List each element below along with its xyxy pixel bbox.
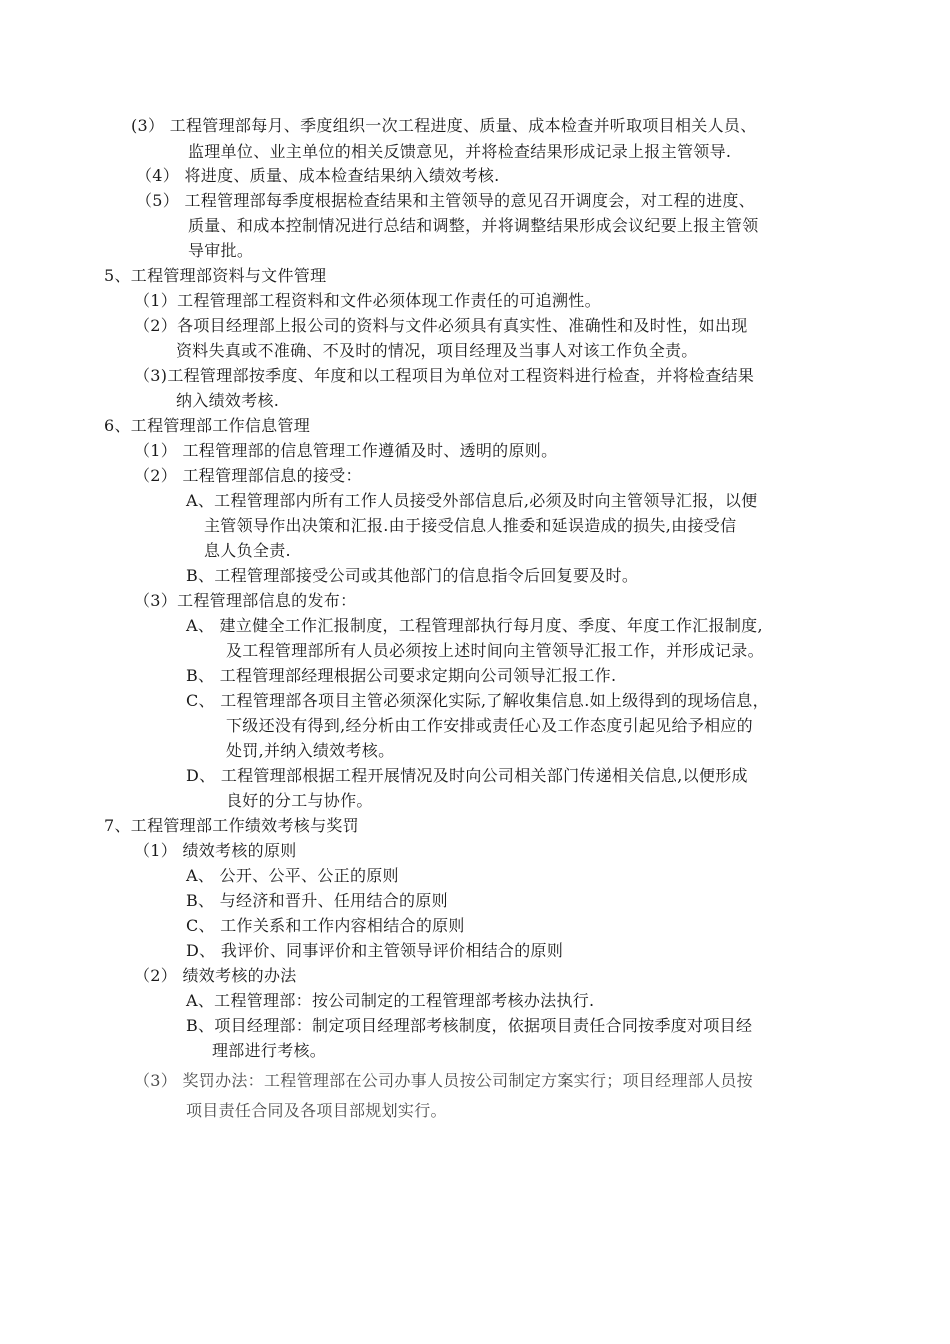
text-line: （2）各项目经理部上报公司的资料与文件必须具有真实性、准确性和及时性，如出现 <box>134 316 748 335</box>
text-line: （5） 工程管理部每季度根据检查结果和主管领导的意见召开调度会，对工程的进度、 <box>136 191 755 210</box>
text-line: 处罚,并纳入绩效考核。 <box>226 741 395 760</box>
text-line: 质量、和成本控制情况进行总结和调整，并将调整结果形成会议纪要上报主管领 <box>188 216 759 235</box>
text-line: （1） 工程管理部的信息管理工作遵循及时、透明的原则。 <box>134 441 558 460</box>
text-line: （1） 绩效考核的原则 <box>134 841 297 860</box>
text-line: （1）工程管理部工程资料和文件必须体现工作责任的可追溯性。 <box>134 291 601 310</box>
text-line: 及工程管理部所有人员必须按上述时间向主管领导汇报工作，并形成记录。 <box>226 641 764 660</box>
text-line: C、 工作关系和工作内容相结合的原则 <box>186 916 465 935</box>
text-line: 纳入绩效考核. <box>176 391 280 410</box>
text-line: D、 工程管理部根据工程开展情况及时向公司相关部门传递相关信息,以便形成 <box>186 766 748 785</box>
text-line: A、 公开、公平、公正的原则 <box>186 866 399 885</box>
text-line: 监理单位、业主单位的相关反馈意见，并将检查结果形成记录上报主管领导. <box>188 142 732 161</box>
text-line: 良好的分工与协作。 <box>226 791 373 810</box>
text-line: （2） 工程管理部信息的接受： <box>134 466 362 485</box>
text-line: （3） 奖罚办法：工程管理部在公司办事人员按公司制定方案实行；项目经理部人员按 <box>134 1071 753 1090</box>
text-line: B、项目经理部：制定项目经理部考核制度，依据项目责任合同按季度对项目经 <box>186 1016 753 1035</box>
text-line: 理部进行考核。 <box>212 1041 327 1060</box>
text-line: A、工程管理部：按公司制定的工程管理部考核办法执行. <box>186 991 595 1010</box>
text-line: D、 我评价、同事评价和主管领导评价相结合的原则 <box>186 941 564 960</box>
text-line: (3） 工程管理部每月、季度组织一次工程进度、质量、成本检查并听取项目相关人员、 <box>131 116 757 135</box>
text-line: （3）工程管理部信息的发布： <box>134 591 357 610</box>
text-line: 导审批。 <box>188 241 254 260</box>
text-line: 息人负全责. <box>204 541 291 560</box>
text-line: 主管领导作出决策和汇报.由于接受信息人推委和延误造成的损失,由接受信 <box>204 516 737 535</box>
section-heading: 7、工程管理部工作绩效考核与奖罚 <box>104 816 359 835</box>
section-heading: 5、工程管理部资料与文件管理 <box>104 266 327 285</box>
text-line: 资料失真或不准确、不及时的情况，项目经理及当事人对该工作负全责。 <box>176 341 698 360</box>
text-line: （4） 将进度、质量、成本检查结果纳入绩效考核. <box>136 166 500 185</box>
text-line: （2） 绩效考核的办法 <box>134 966 297 985</box>
text-line: （3)工程管理部按季度、年度和以工程项目为单位对工程资料进行检查，并将检查结果 <box>134 366 755 385</box>
section-heading: 6、工程管理部工作信息管理 <box>104 416 311 435</box>
text-line: B、 工程管理部经理根据公司要求定期向公司领导汇报工作. <box>186 666 617 685</box>
text-line: 项目责任合同及各项目部规划实行。 <box>186 1101 447 1120</box>
text-line: A、 建立健全工作汇报制度，工程管理部执行每月度、季度、年度工作汇报制度, <box>186 616 763 635</box>
text-line: C、 工程管理部各项目主管必须深化实际,了解收集信息.如上级得到的现场信息， <box>186 691 769 710</box>
text-line: 下级还没有得到,经分析由工作安排或责任心及工作态度引起见给予相应的 <box>226 716 753 735</box>
text-line: B、 与经济和晋升、任用结合的原则 <box>186 891 448 910</box>
text-line: A、工程管理部内所有工作人员接受外部信息后,必须及时向主管领导汇报，以便 <box>186 491 758 510</box>
text-line: B、工程管理部接受公司或其他部门的信息指令后回复要及时。 <box>186 566 639 585</box>
